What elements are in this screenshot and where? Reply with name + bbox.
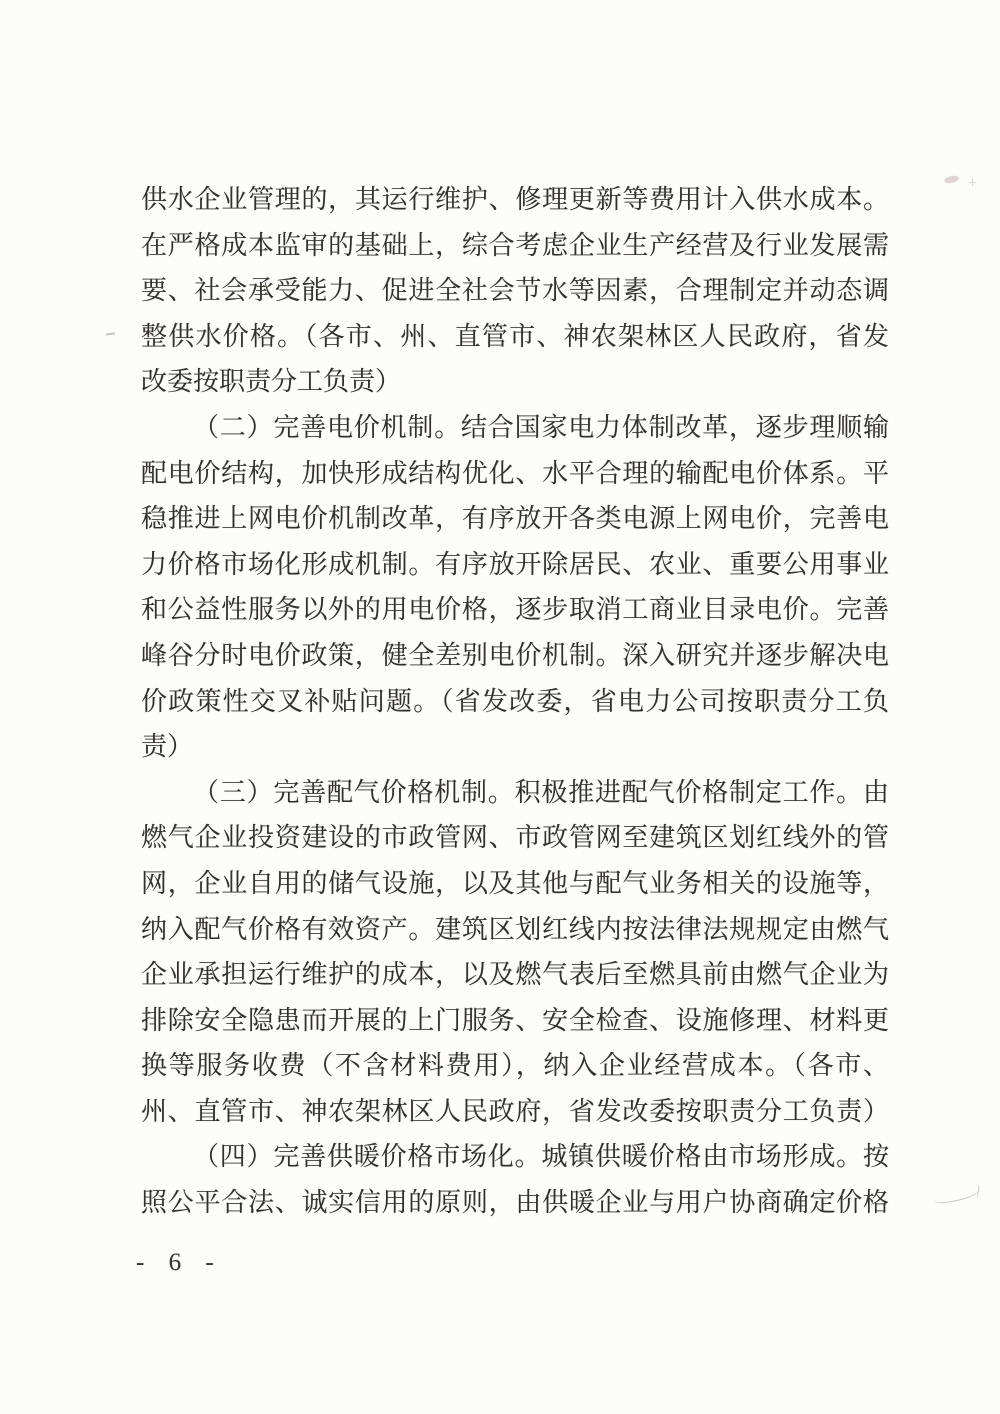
text-line: 在严格成本监审的基础上，综合考虑企业生产经营及行业发展需 [141,230,889,260]
text-line: 要、社会承受能力、促进全社会节水等因素，合理制定并动态调 [141,276,889,306]
text-line: （四）完善供暖价格市场化。城镇供暖价格由市场形成。按 [193,1142,889,1172]
text-line: 配电价结构，加快形成结构优化、水平合理的输配电价体系。平 [141,458,889,488]
text-line: 整供水价格。（各市、州、直管市、神农架林区人民政府，省发 [141,321,889,351]
text-line: 燃气企业投资建设的市政管网、市政管网至建筑区划红线外的管 [141,823,889,853]
text-line: 照公平合法、诚实信用的原则，由供暖企业与用户协商确定价格 [141,1188,889,1218]
text-line: 州、直管市、神农架林区人民政府，省发改委按职责分工负责） [141,1096,889,1126]
scan-dash-artifact [106,332,115,335]
text-line: 力价格市场化形成机制。有序放开除居民、农业、重要公用事业 [141,549,889,579]
text-line: 稳推进上网电价机制改革，有序放开各类电源上网电价，完善电 [141,504,889,534]
text-line: 网，企业自用的储气设施，以及其他与配气业务相关的设施等， [141,868,889,898]
scan-speck-artifact [943,175,959,185]
text-line: 峰谷分时电价政策，健全差别电价机制。深入研究并逐步解决电 [141,640,889,670]
scan-plus-artifact [969,179,976,186]
text-line: 企业承担运行维护的成本，以及燃气表后至燃具前由燃气企业为 [141,960,889,990]
text-line: 价政策性交叉补贴问题。（省发改委，省电力公司按职责分工负 [141,686,889,716]
text-line: （二）完善电价机制。结合国家电力体制改革，逐步理顺输 [193,412,889,442]
text-line: 换等服务收费（不含材料费用），纳入企业经营成本。（各市、 [141,1051,889,1081]
text-line: 和公益性服务以外的用电价格，逐步取消工商业目录电价。完善 [141,595,889,625]
text-line: 排除安全隐患而开展的上门服务、安全检查、设施修理、材料更 [141,1005,889,1035]
text-line: 改委按职责分工负责） [141,367,402,397]
page-number: - 6 - [136,1249,223,1276]
scan-squiggle-artifact [932,1182,982,1205]
text-line: 供水企业管理的，其运行维护、修理更新等费用计入供水成本。 [141,185,889,214]
document-body [141,177,889,1226]
text-line: （三）完善配气价格机制。积极推进配气价格制定工作。由 [193,777,889,807]
text-line: 纳入配气价格有效资产。建筑区划红线内按法律法规规定由燃气 [141,914,889,944]
text-line: 责） [141,732,194,762]
